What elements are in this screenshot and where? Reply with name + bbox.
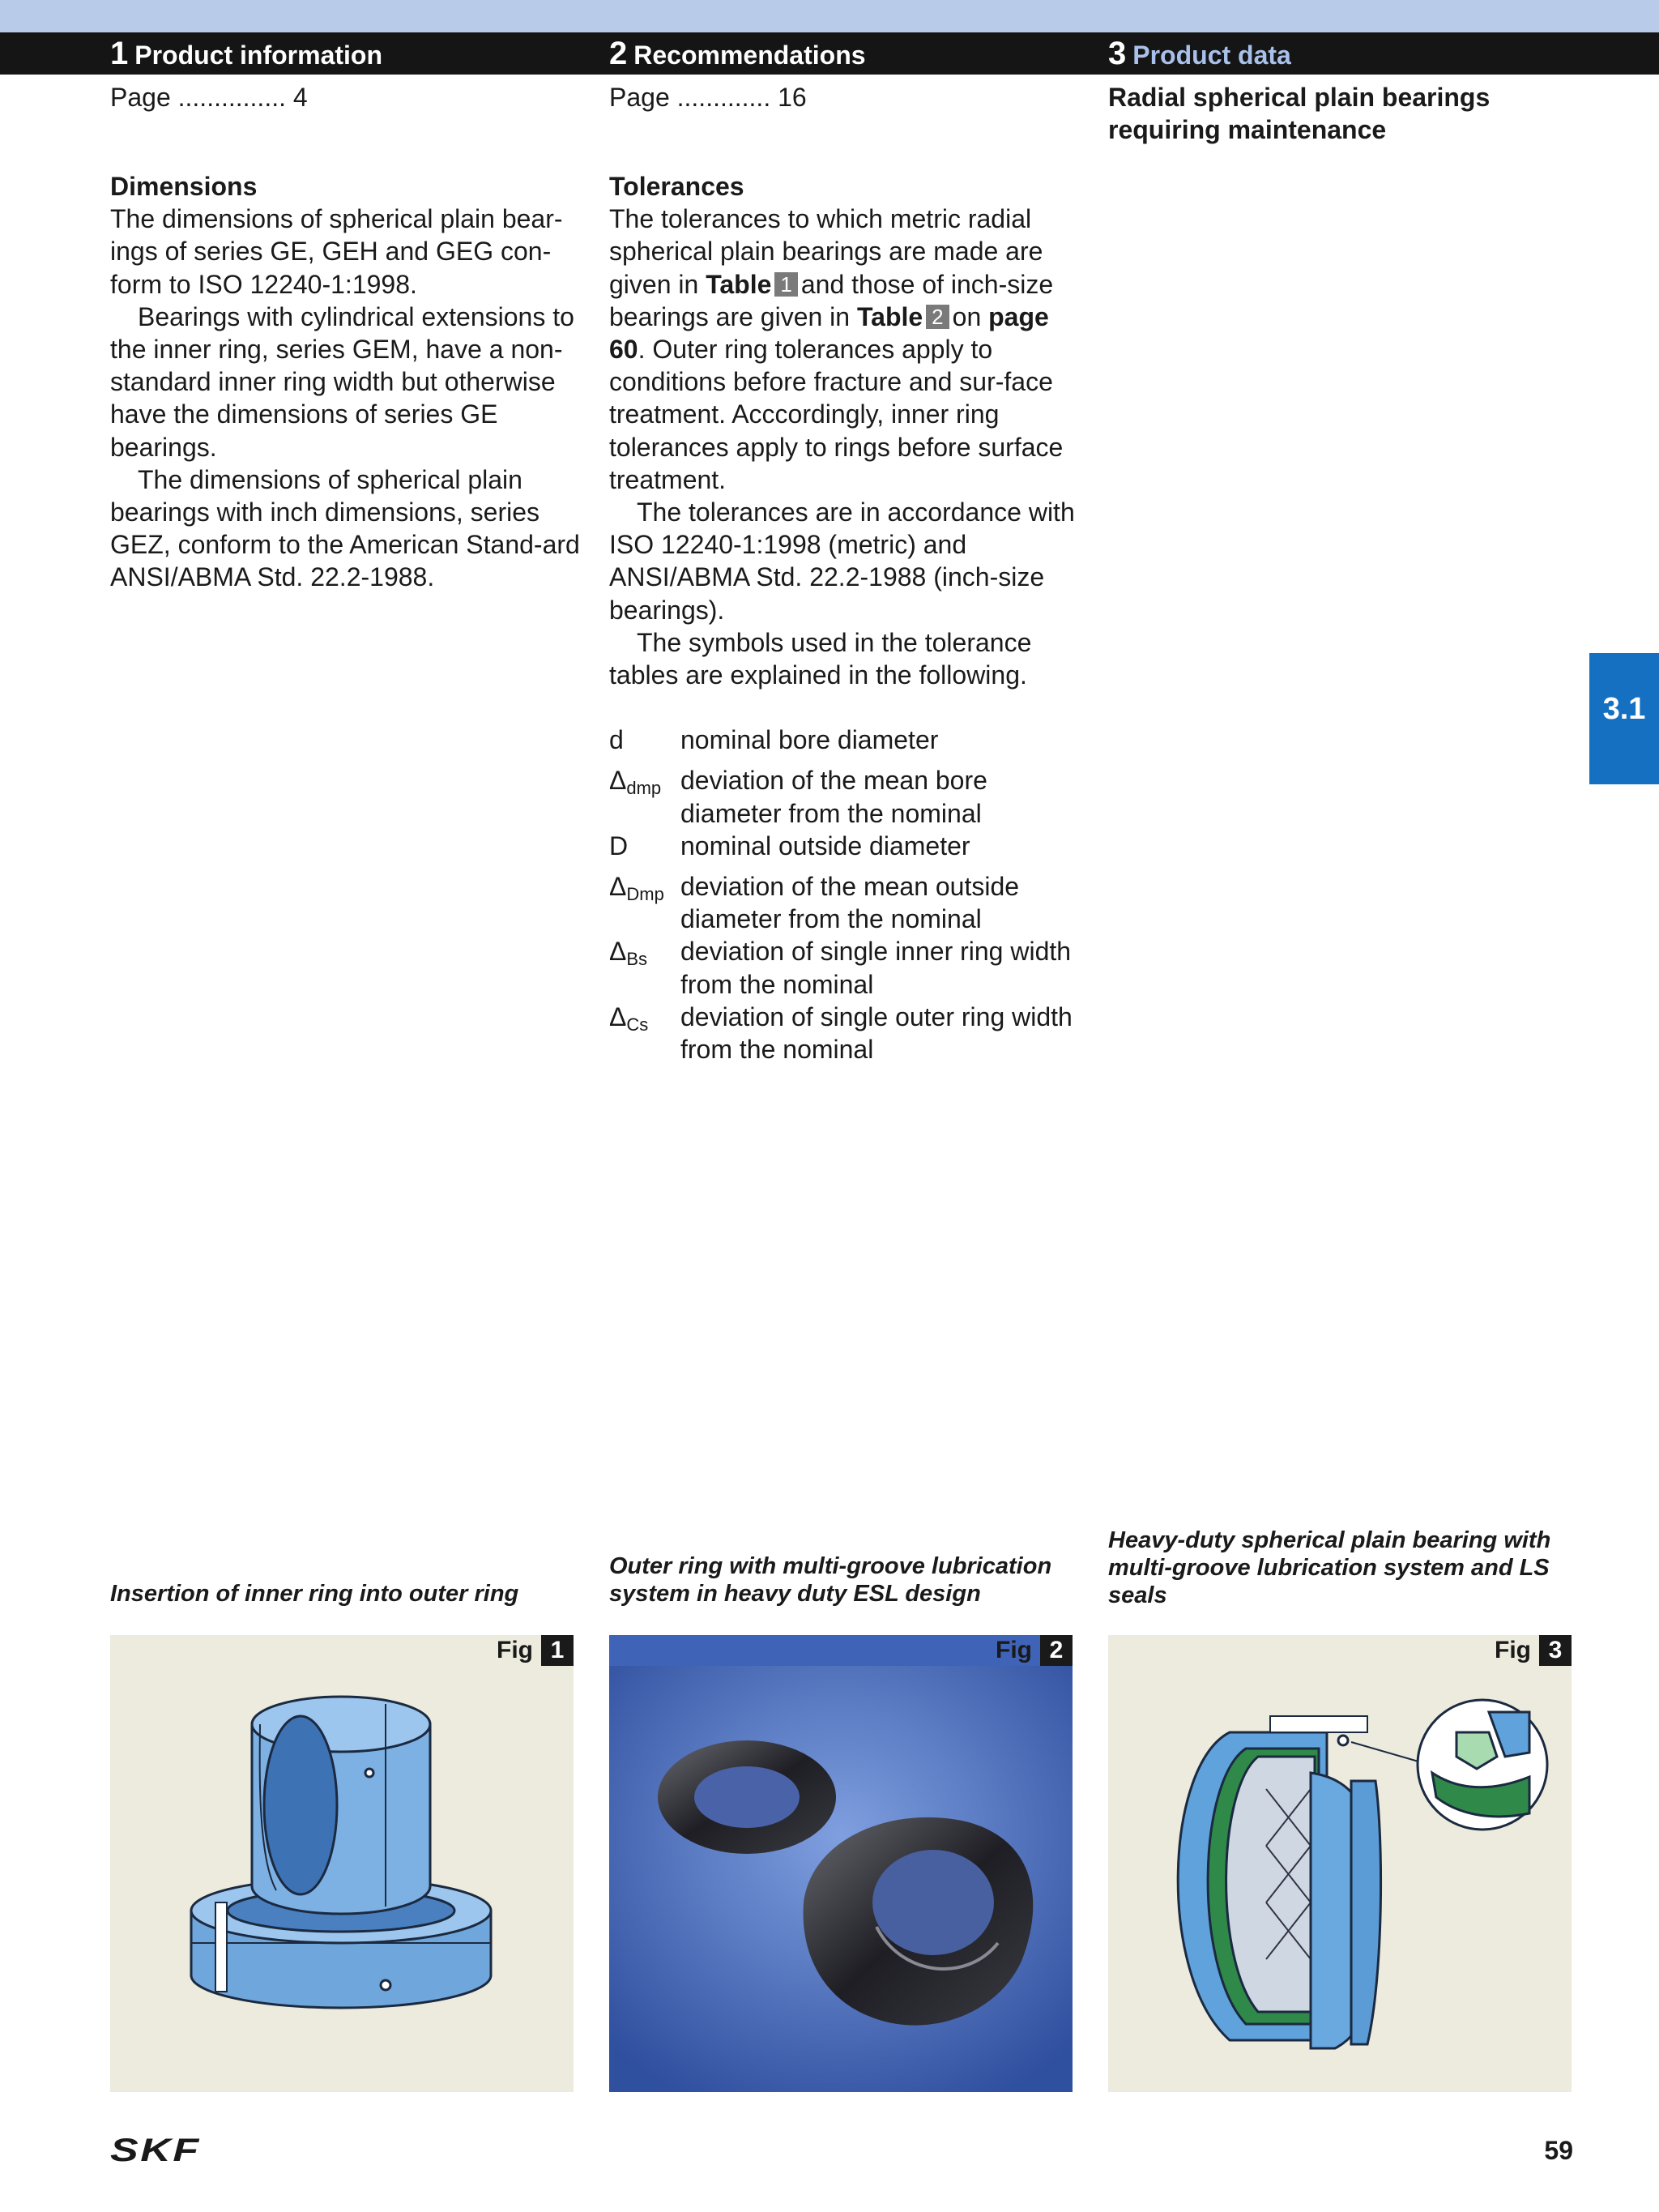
tolerances-section <box>609 170 1079 1065</box>
dimensions-heading: Dimensions <box>110 172 258 201</box>
table-2-badge: 2 <box>926 305 949 329</box>
dimensions-paragraph-1: The dimensions of spherical plain bear-ings of series GE, GEH and GEG con-form to ISO 12240-1:1998. <box>110 204 563 299</box>
symbol-row: D nominal outside diameter <box>609 831 970 860</box>
tolerances-heading: Tolerances <box>609 172 744 201</box>
skf-logo: SKF <box>110 2133 201 2168</box>
dimensions-paragraph-2: Bearings with cylindrical extensions to the inner ring, series GEM, have a non-standard inner ring width but otherwise have the dimensions of series GE bearings. <box>110 301 574 462</box>
symbol-row: $\Delta_{Dmp}$ deviation of the mean outside diameter from the nominal <box>609 872 1020 934</box>
figure-3-label: Fig 3 <box>1495 1635 1572 1666</box>
page-60-link[interactable]: page 60 <box>609 301 1049 365</box>
table-1-badge: 1 <box>774 272 797 297</box>
symbol-list <box>609 724 1079 1065</box>
figure-3-caption: Heavy-duty spherical plain bearing with multi-groove lubrication system and LS seals <box>1108 1527 1551 1608</box>
ls-sealed-bearing-illustration <box>1108 1635 1572 2092</box>
page-number: 59 <box>1544 2136 1573 2165</box>
tolerances-paragraph-3: The symbols used in the tolerance tables are explained in the following. <box>609 627 1032 690</box>
figure-2-label: Fig 2 <box>996 1635 1073 1666</box>
figure-1 <box>110 1635 574 2092</box>
figure-2-caption: Outer ring with multi-groove lubrication system in heavy duty ESL design <box>609 1553 1052 1607</box>
table-2-link[interactable]: Table <box>856 301 923 331</box>
bearing-insertion-illustration <box>110 1635 574 2092</box>
esl-outer-ring-photo <box>609 1635 1073 2092</box>
nav-item-product-information[interactable]: 1 Product information <box>110 36 383 71</box>
symbol-row: $\Delta_{Cs}$ deviation of single outer ring width from the nominal <box>609 1001 1073 1065</box>
figure-1-label: Fig 1 <box>497 1635 574 1666</box>
page-reference-2[interactable]: Page ............. 16 <box>609 83 807 112</box>
symbol-row: $\Delta_{dmp}$ deviation of the mean bore diameter from the nominal <box>609 766 987 828</box>
dimensions-section <box>110 170 580 594</box>
section-subtitle: Radial spherical plain bearings requiring maintenance <box>1108 83 1491 144</box>
tolerances-paragraph-1: The tolerances to which metric radial spherical plain bearings are made are given in Table 1 and those of inch-size bearings are given in Table 2 on page 60. Outer ring tolerances apply to conditions before fracture and sur-face treatment. Acccordingly, inner ring tolerances apply to rings before surface treatment. <box>609 204 1064 494</box>
chapter-tab[interactable]: 3.1 <box>1589 653 1659 784</box>
figure-3 <box>1108 1635 1572 2092</box>
symbol-row: $\Delta_{Bs}$ deviation of single inner ring width from the nominal <box>609 937 1072 999</box>
figure-2 <box>609 1635 1073 2092</box>
figure-1-caption: Insertion of inner ring into outer ring <box>110 1581 519 1607</box>
symbol-row: d nominal bore diameter <box>609 725 939 755</box>
tolerances-paragraph-2: The tolerances are in accordance with ISO 12240-1:1998 (metric) and ANSI/ABMA Std. 22.2-1988 (inch-size bearings). <box>609 497 1075 625</box>
page-reference-1[interactable]: Page ............... 4 <box>110 83 308 112</box>
top-color-band <box>0 0 1659 32</box>
nav-item-product-data[interactable]: 3 Product data <box>1108 36 1291 71</box>
nav-item-recommendations[interactable]: 2 Recommendations <box>609 36 866 71</box>
dimensions-paragraph-3: The dimensions of spherical plain bearings with inch dimensions, series GEZ, conform to the American Stand-ard ANSI/ABMA Std. 22.2-1988. <box>110 464 580 592</box>
table-1-link[interactable]: Table <box>706 269 772 299</box>
